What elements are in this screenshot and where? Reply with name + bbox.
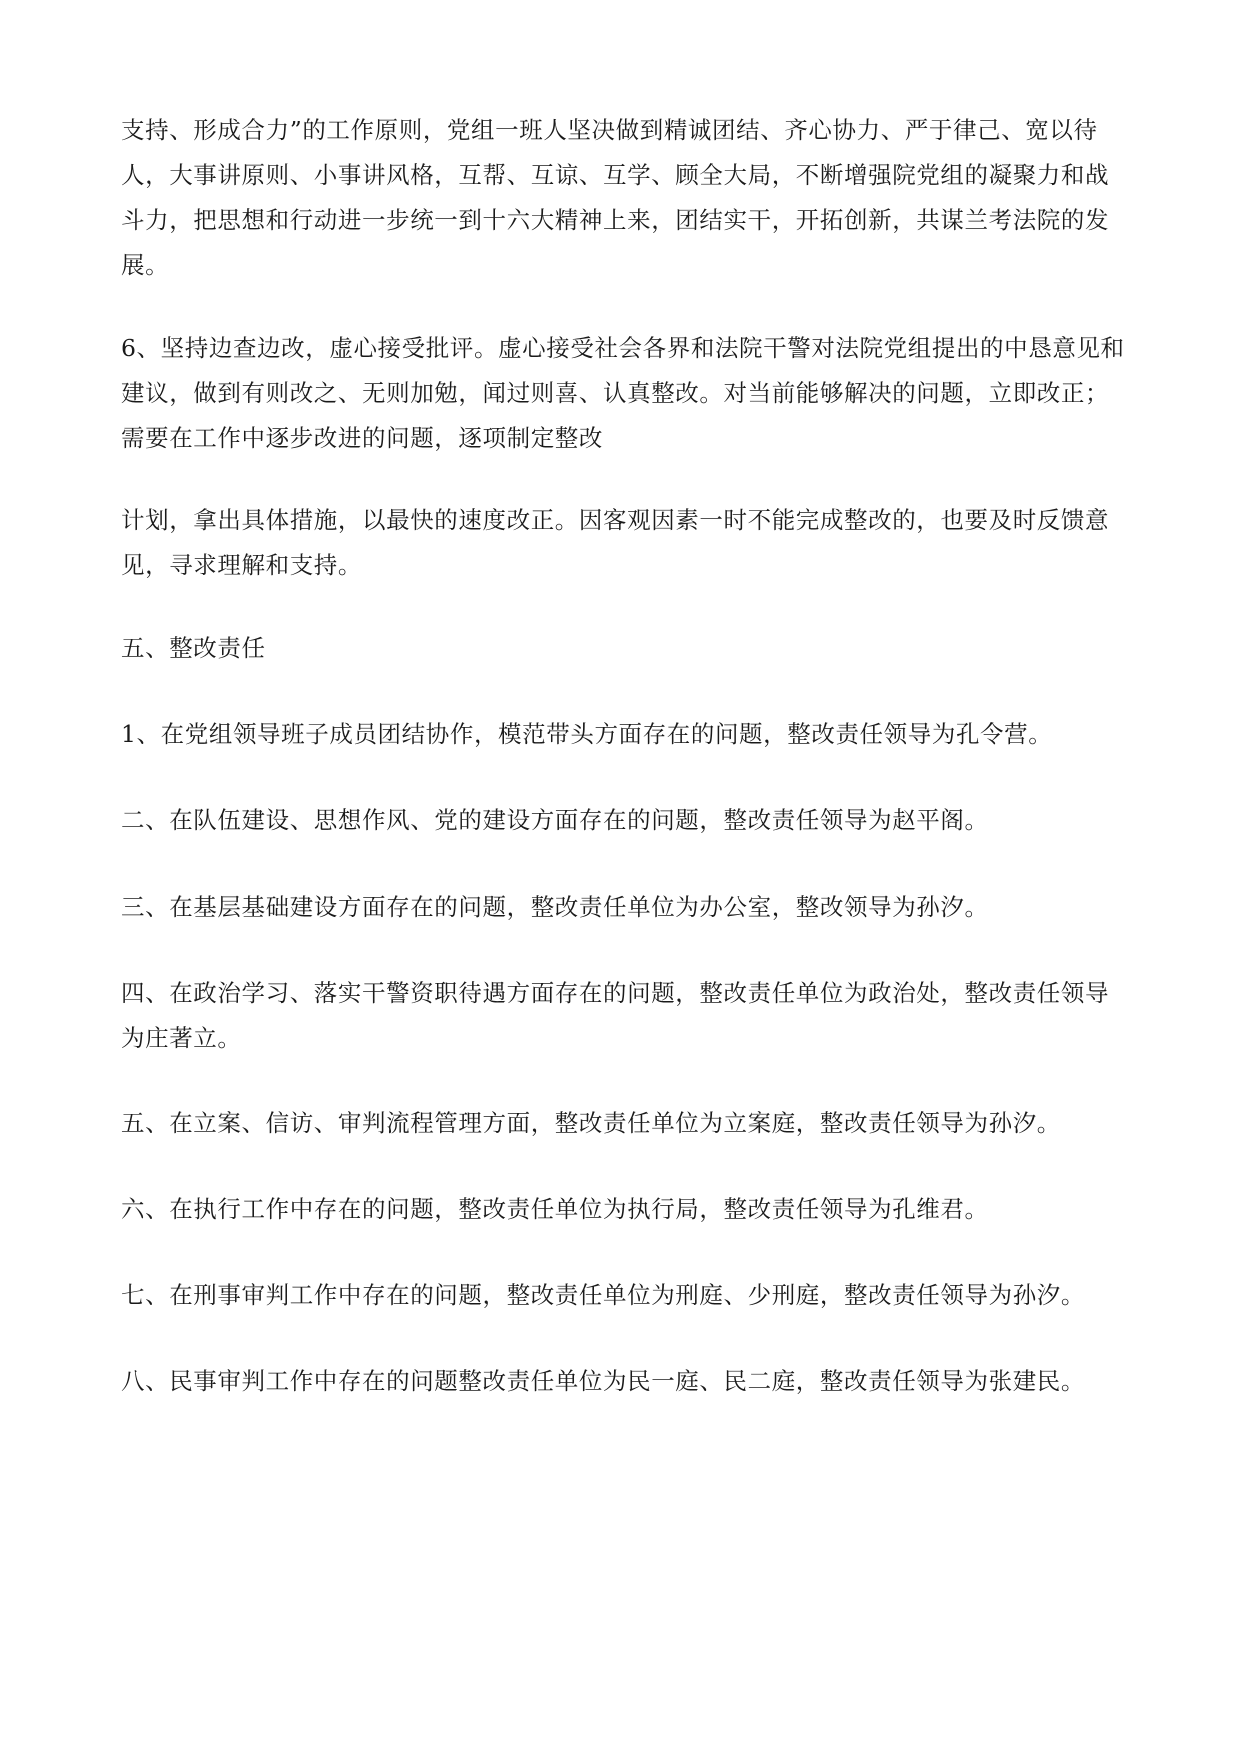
responsibility-item-4: 四、在政治学习、落实干警资职待遇方面存在的问题，整改责任单位为政治处，整改责任领导为庄著立。 — [121, 979, 1110, 1052]
responsibility-item-2: 二、在队伍建设、思想作风、党的建设方面存在的问题，整改责任领导为赵平阁。 — [121, 806, 989, 834]
paragraph-item-6: 6、坚持边查边改，虚心接受批评。虚心接受社会各界和法院干警对法院党组提出的中恳意见和建议，做到有则改之、无则加勉，闻过则喜、认真整改。对当前能够解决的问题，立即改正；需要在工作中逐步改进的问题，逐项制定整改 — [121, 334, 1125, 452]
responsibility-item-5: 五、在立案、信访、审判流程管理方面，整改责任单位为立案庭，整改责任领导为孙汐。 — [121, 1109, 1061, 1137]
section-heading-rectification-responsibility: 五、整改责任 — [121, 634, 266, 662]
paragraph-item-6-continued: 计划，拿出具体措施，以最快的速度改正。因客观因素一时不能完成整改的，也要及时反馈意见，寻求理解和支持。 — [121, 506, 1110, 579]
responsibility-item-3: 三、在基层基础建设方面存在的问题，整改责任单位为办公室，整改领导为孙汐。 — [121, 893, 989, 921]
responsibility-item-8: 八、民事审判工作中存在的问题整改责任单位为民一庭、民二庭，整改责任领导为张建民。 — [121, 1367, 1085, 1395]
responsibility-item-7: 七、在刑事审判工作中存在的问题，整改责任单位为刑庭、少刑庭，整改责任领导为孙汐。 — [121, 1281, 1085, 1309]
responsibility-item-6: 六、在执行工作中存在的问题，整改责任单位为执行局，整改责任领导为孔维君。 — [121, 1195, 989, 1223]
responsibility-item-1: 1、在党组领导班子成员团结协作，模范带头方面存在的问题，整改责任领导为孔令营。 — [121, 720, 1053, 748]
paragraph-work-principle: 支持、形成合力”的工作原则，党组一班人坚决做到精诚团结、齐心协力、严于律己、宽以待人，大事讲原则、小事讲风格，互帮、互谅、互学、顾全大局，不断增强院党组的凝聚力和战斗力，把思想和行动进一步统一到十六大精神上来，团结实干，开拓创新，共谋兰考法院的发展。 — [121, 116, 1110, 279]
